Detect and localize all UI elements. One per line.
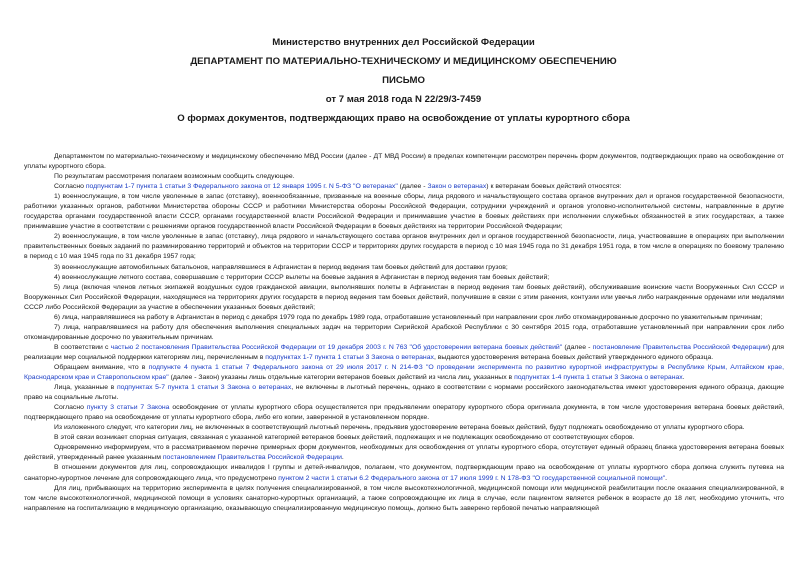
paragraph: Для лиц, прибывающих на территорию эксперимента в целях получения специализированной, в том числе высокотехнологичной, медицинской помощи или медицинской реабилитации после оказания специализированной, в том числе высокотехнологичной, медицинской помощи в условиях санаторно-курортных организаций, а также сопровождающие их лица в случае, если пациентом является ребенок в возрасте до 18 лет, необходимо уточнить, что направление на госпитализацию в медицинскую организацию, оказывающую специализированную медицинскую помощь, должно быть заверено гербовой печатью направляющей (24, 484, 784, 512)
paragraph: Из изложенного следует, что категории лиц, не включенных в соответствующий льготный перечень, предъявив удостоверение ветерана боевых действий, будут подлежать освобождению от уплаты курортного сбора. (54, 424, 745, 432)
law-reference-link[interactable]: пунктом 2 части 1 статьи 6.2 Федерального закона от 17 июля 1999 г. N 178-ФЗ "О государственной социальной помощи" (278, 474, 666, 482)
law-reference-link[interactable]: постановлением Правительства Российской Федерации (162, 454, 342, 462)
law-reference-link[interactable]: постановление Правительства Российской Федерации (592, 343, 768, 351)
list-item: 5) лица (включая членов летных экипажей воздушных судов гражданской авиации, выполнявших полеты в Афганистан в период ведения там боевых действий), обслуживавшие воинские части Вооруженных Сил СССР и Вооруженных Сил Российской Федерации, находящиеся на территориях других государств в период ведения там боевых действий, получившие в связи с этим ранения, контузии или увечья либо награжденные орденами или медалями СССР либо Российской Федерации за участие в обеспечении указанных боевых действий; (24, 283, 784, 311)
law-reference-link[interactable]: подпункте 4 пункта 1 статьи 7 Федерального закона от 29 июля 2017 г. N 214-ФЗ "О проведении эксперимента по развитию курортной инфраструктуры в Республике Крым, Алтайском крае, Краснодарском крае и Ставропольском крае" (24, 363, 784, 382)
letter-body (24, 152, 784, 514)
list-item: 4) военнослужащие летного состава, совершавшие с территории СССР вылеты на боевые задания в Афганистан в период ведения там боевых действий; (54, 273, 550, 281)
law-reference-link[interactable]: подпунктам 1-7 пункта 1 статьи 3 Федерального закона от 12 января 1995 г. N 5-ФЗ "О ветеранах" (85, 183, 398, 191)
paragraph: Обращаем внимание, что в подпункте 4 пункта 1 статьи 7 Федерального закона от 29 июля 2017 г. N 214-ФЗ "О проведении эксперимента по развитию курортной инфраструктуры в Республике Крым, Алтайском крае, Краснодарском крае и Ставропольском крае" (далее - Закон) указаны лишь отдельные категории ветеранов боевых действий из числа лиц, указанных в подпунктах 1-4 пункта 1 статьи 3 Закона о ветеранах. (24, 363, 784, 382)
document-date-number: от 7 мая 2018 года N 22/29/3-7459 (325, 94, 482, 105)
list-item: 7) лица, направлявшиеся на работу для обеспечения выполнения специальных задач на территории Сирийской Арабской Республики с 30 сентября 2015 года, отработавшие установленный при направлении срок либо откомандированные досрочно по уважительным причинам. (24, 323, 784, 341)
paragraph: Согласно подпунктам 1-7 пункта 1 статьи 3 Федерального закона от 12 января 1995 г. N 5-ФЗ "О ветеранах" (далее - Закон о ветеранах) к ветеранам боевых действий относятся: (54, 183, 622, 191)
ministry-title: Министерство внутренних дел Российской Федерации (272, 37, 535, 48)
paragraph: Департаментом по материально-техническому и медицинскому обеспечению МВД России (далее - ДТ МВД России) в пределах компетенции рассмотрен перечень форм документов, подтверждающих право на освобождение от уплаты курортного сбора. (24, 153, 784, 171)
department-title: ДЕПАРТАМЕНТ ПО МАТЕРИАЛЬНО-ТЕХНИЧЕСКОМУ И МЕДИЦИНСКОМУ ОБЕСПЕЧЕНИЮ (190, 56, 617, 67)
law-reference-link[interactable]: частью 2 постановления Правительства Российской Федерации от 19 декабря 2003 г. N 763 "Об удостоверении ветерана боевых действий" (110, 343, 563, 351)
document-subject: О формах документов, подтверждающих право на освобождение от уплаты курортного сбора (177, 113, 630, 124)
paragraph: Согласно пункту 3 статьи 7 Закона освобождение от уплаты курортного сбора осуществляется при предъявлении оператору курортного сбора оригинала документа, в том числе удостоверения ветерана боевых действий, подтверждающего право на освобождение от уплаты курортного сбора, либо его копии, заверенной в установленном порядке. (24, 404, 784, 422)
list-item: 1) военнослужащие, в том числе уволенные в запас (отставку), военнообязанные, призванные на военные сборы, лица рядового и начальствующего состава органов внутренних дел и органов государственной безопасности, работники указанных органов, работники Министерства обороны СССР и работники Министерства обороны Российской Федерации, сотрудники учреждений и органов уголовно-исполнительной системы, направленные в другие государства органами государственной власти СССР, органами государственной власти Российской Федерации и принимавшие участие в боевых действиях при исполнении служебных обязанностей в этих государствах, а также принимавшие участие в соответствии с решениями органов государственной власти Российской Федерации в боевых действиях на территории Российской Федерации; (24, 193, 784, 231)
paragraph: В этой связи возникает спорная ситуация, связанная с указанной категорией ветеранов боевых действий, подлежащих и не подлежащих освобождению от соответствующих сборов. (54, 434, 635, 442)
list-item: 3) военнослужащие автомобильных батальонов, направлявшиеся в Афганистан в период ведения там боевых действий для доставки грузов; (54, 263, 508, 271)
paragraph: В отношении документов для лиц, сопровождающих инвалидов I группы и детей-инвалидов, полагаем, что документом, подтверждающим право на освобождение от уплаты курортного сбора должна служить путевка на санаторно-курортное лечение для сопровождающего лица, что предусмотрено пунктом 2 части 1 статьи 6.2 Федерального закона от 17 июля 1999 г. N 178-ФЗ "О государственной социальной помощи". (24, 464, 784, 482)
document-type: ПИСЬМО (382, 75, 425, 86)
paragraph: В соответствии с частью 2 постановления Правительства Российской Федерации от 19 декабря 2003 г. N 763 "Об удостоверении ветерана боевых действий" (далее - постановление Правительства Российской Федерации) для реализации мер социальной поддержки категориям лиц, перечисленным в подпунктах 1-7 пункта 1 статьи 3 Закона о ветеранах, выдаются удостоверения ветерана боевых действий утвержденного единого образца. (24, 343, 785, 361)
law-reference-link[interactable]: Закон о ветеранах (427, 183, 487, 191)
law-reference-link[interactable]: подпунктах 1-7 пункта 1 статьи 3 Закона о ветеранах (265, 353, 434, 361)
paragraph: Лица, указанные в подпунктах 5-7 пункта 1 статьи 3 Закона о ветеранах, не включены в льготный перечень, однако в соответствии с нормами российского законодательства имеют удостоверения единого образца, дающие право на социальные льготы. (24, 384, 784, 402)
paragraph: Одновременно информируем, что в рассматриваемом перечне примерных форм документов, необходимых для освобождения от уплаты курортного сбора, отсутствует единый образец бланка удостоверения ветерана боевых действий, утвержденный ранее указанным постановлением Правительства Российской Федерации. (24, 444, 784, 462)
law-reference-link[interactable]: пункту 3 статьи 7 Закона (86, 404, 170, 412)
list-item: 2) военнослужащие, в том числе уволенные в запас (отставку), лица рядового и начальствующего состава органов внутренних дел и органов государственной безопасности, лица, участвовавшие в операциях при выполнении правительственных боевых заданий по разминированию территорий и объектов на территории СССР и территориях других государств в период с 10 мая 1945 года по 31 декабря 1951 года, в том числе в операциях по боевому тралению в период с 10 мая 1945 года по 31 декабря 1957 года; (24, 233, 784, 261)
paragraph: По результатам рассмотрения полагаем возможным сообщить следующее. (54, 173, 295, 181)
list-item: 6) лица, направлявшиеся на работу в Афганистан в период с декабря 1979 года по декабрь 1989 года, отработавшие установленный при направлении срок либо откомандированные досрочно по уважительным причинам; (54, 313, 763, 321)
law-reference-link[interactable]: подпунктах 5-7 пункта 1 статьи 3 Закона о ветеранах (116, 384, 292, 392)
law-reference-link[interactable]: подпунктах 1-4 пункта 1 статьи 3 Закона о ветеранах (514, 374, 683, 382)
